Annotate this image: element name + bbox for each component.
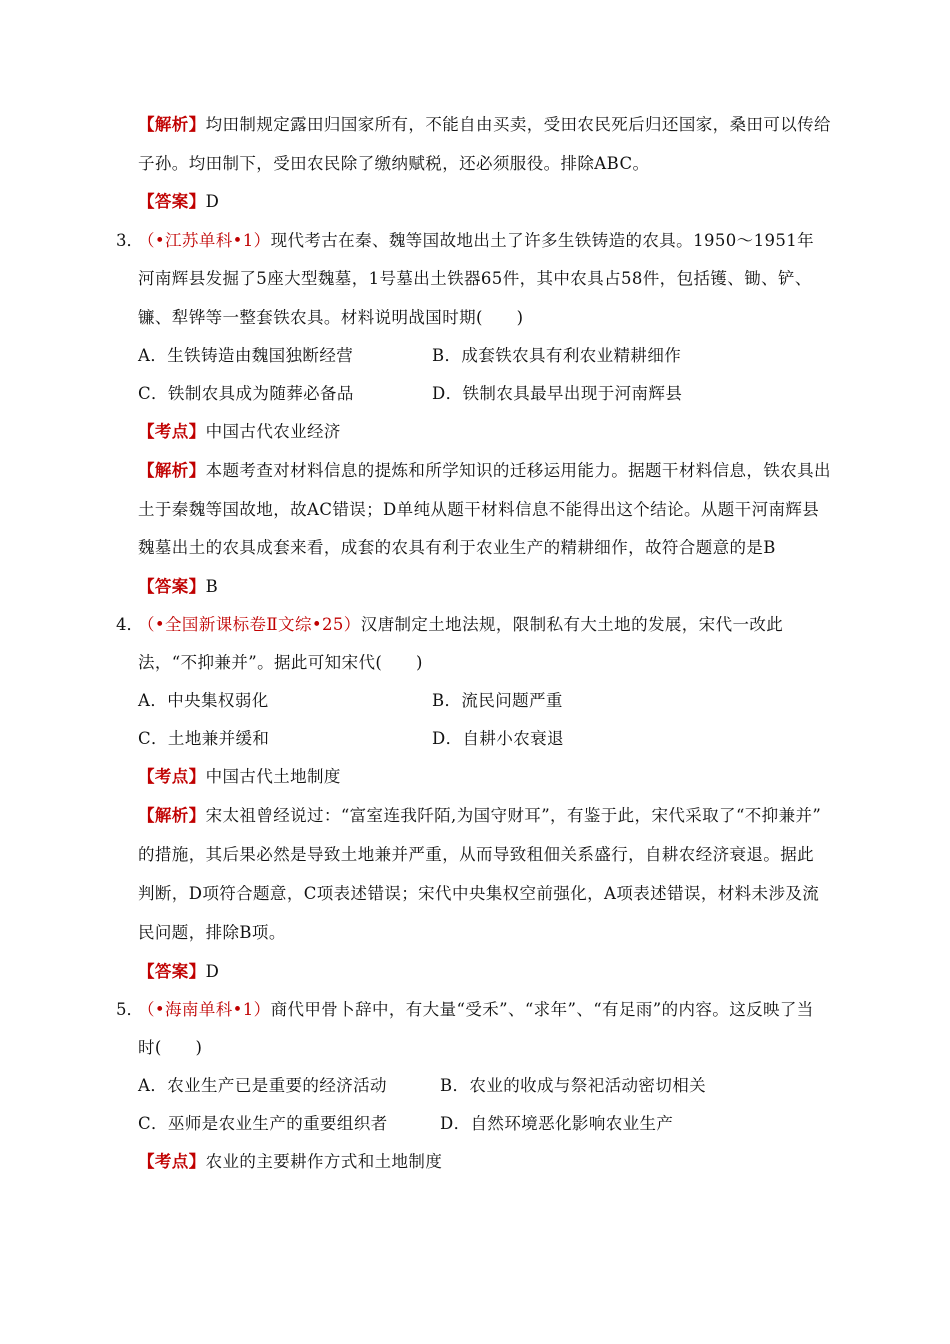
option-b: B．成套铁农具有利农业精耕细作 (432, 346, 682, 365)
analysis-tag: 【解析】 (138, 115, 206, 134)
question-stem: 镰、犁铧等一整套铁农具。材料说明战国时期( ) (138, 308, 524, 327)
option-d: D．自耕小农衰退 (432, 729, 564, 748)
question-stem: 河南辉县发掘了5座大型魏墓，1号墓出土铁器65件，其中农具占58件，包括镬、锄、铲、 (138, 269, 812, 288)
key-point-tag: 【考点】 (138, 422, 206, 441)
answer-tag: 【答案】 (138, 577, 206, 596)
analysis-line: 【解析】本题考查对材料信息的提炼和所学知识的迁移运用能力。据题干材料信息，铁农具出 (138, 461, 831, 480)
option-c: C．铁制农具成为随葬必备品 (138, 384, 354, 403)
question-stem: （•海南单科•1）商代甲骨卜辞中，有大量“受禾”、“求年”、“有足雨”的内容。这反映了当 (138, 1000, 814, 1019)
answer-line: 【答案】D (138, 962, 220, 981)
analysis-line: 子孙。均田制下，受田农民除了缴纳赋税，还必须服役。排除ABC。 (138, 154, 650, 173)
question-source: （•海南单科•1） (138, 1000, 271, 1019)
analysis-tag: 【解析】 (138, 806, 206, 825)
question-stem: 法，“不抑兼并”。据此可知宋代( ) (138, 653, 423, 672)
question-source: （•全国新课标卷Ⅱ文综•25） (138, 615, 361, 634)
key-point-tag: 【考点】 (138, 1152, 206, 1171)
option-b: B．农业的收成与祭祀活动密切相关 (440, 1076, 707, 1095)
question-source: （•江苏单科•1） (138, 231, 271, 250)
key-point-tag: 【考点】 (138, 767, 206, 786)
option-a: A．中央集权弱化 (138, 691, 269, 710)
question-number: 5． (116, 1000, 143, 1019)
option-a: A．农业生产已是重要的经济活动 (138, 1076, 387, 1095)
option-a: A．生铁铸造由魏国独断经营 (138, 346, 354, 365)
analysis-line: 判断，D项符合题意，C项表述错误；宋代中央集权空前强化，A项表述错误，材料未涉及流 (138, 884, 820, 903)
analysis-line: 土于秦魏等国故地，故AC错误；D单纯从题干材料信息不能得出这个结论。从题干河南辉县 (138, 500, 820, 519)
analysis-line: 魏墓出土的农具成套来看，成套的农具有利于农业生产的精耕细作，故符合题意的是B (138, 538, 776, 557)
question-stem: 时( ) (138, 1038, 203, 1057)
question-stem: （•江苏单科•1）现代考古在秦、魏等国故地出土了许多生铁铸造的农具。1950～1951年 (138, 231, 815, 250)
answer-line: 【答案】D (138, 192, 220, 211)
question-stem: （•全国新课标卷Ⅱ文综•25）汉唐制定土地法规，限制私有大土地的发展，宋代一改此 (138, 615, 784, 634)
analysis-line: 民问题，排除B项。 (138, 923, 286, 942)
key-point-line: 【考点】农业的主要耕作方式和土地制度 (138, 1152, 443, 1171)
question-number: 3． (116, 231, 143, 250)
option-d: D．自然环境恶化影响农业生产 (440, 1114, 674, 1133)
option-d: D．铁制农具最早出现于河南辉县 (432, 384, 683, 403)
option-c: C．土地兼并缓和 (138, 729, 270, 748)
analysis-line: 【解析】均田制规定露田归国家所有，不能自由买卖，受田农民死后归还国家，桑田可以传给 (138, 115, 831, 134)
key-point-line: 【考点】中国古代土地制度 (138, 767, 341, 786)
key-point-line: 【考点】中国古代农业经济 (138, 422, 341, 441)
analysis-line: 的措施，其后果必然是导致土地兼并严重，从而导致租佃关系盛行，自耕农经济衰退。据此 (138, 845, 814, 864)
answer-tag: 【答案】 (138, 192, 206, 211)
analysis-tag: 【解析】 (138, 461, 206, 480)
analysis-line: 【解析】宋太祖曾经说过：“富室连我阡陌,为国守财耳”，有鉴于此，宋代采取了“不抑兼并” (138, 806, 822, 825)
option-c: C．巫师是农业生产的重要组织者 (138, 1114, 388, 1133)
answer-line: 【答案】B (138, 577, 219, 596)
answer-tag: 【答案】 (138, 962, 206, 981)
option-b: B．流民问题严重 (432, 691, 563, 710)
question-number: 4． (116, 615, 143, 634)
